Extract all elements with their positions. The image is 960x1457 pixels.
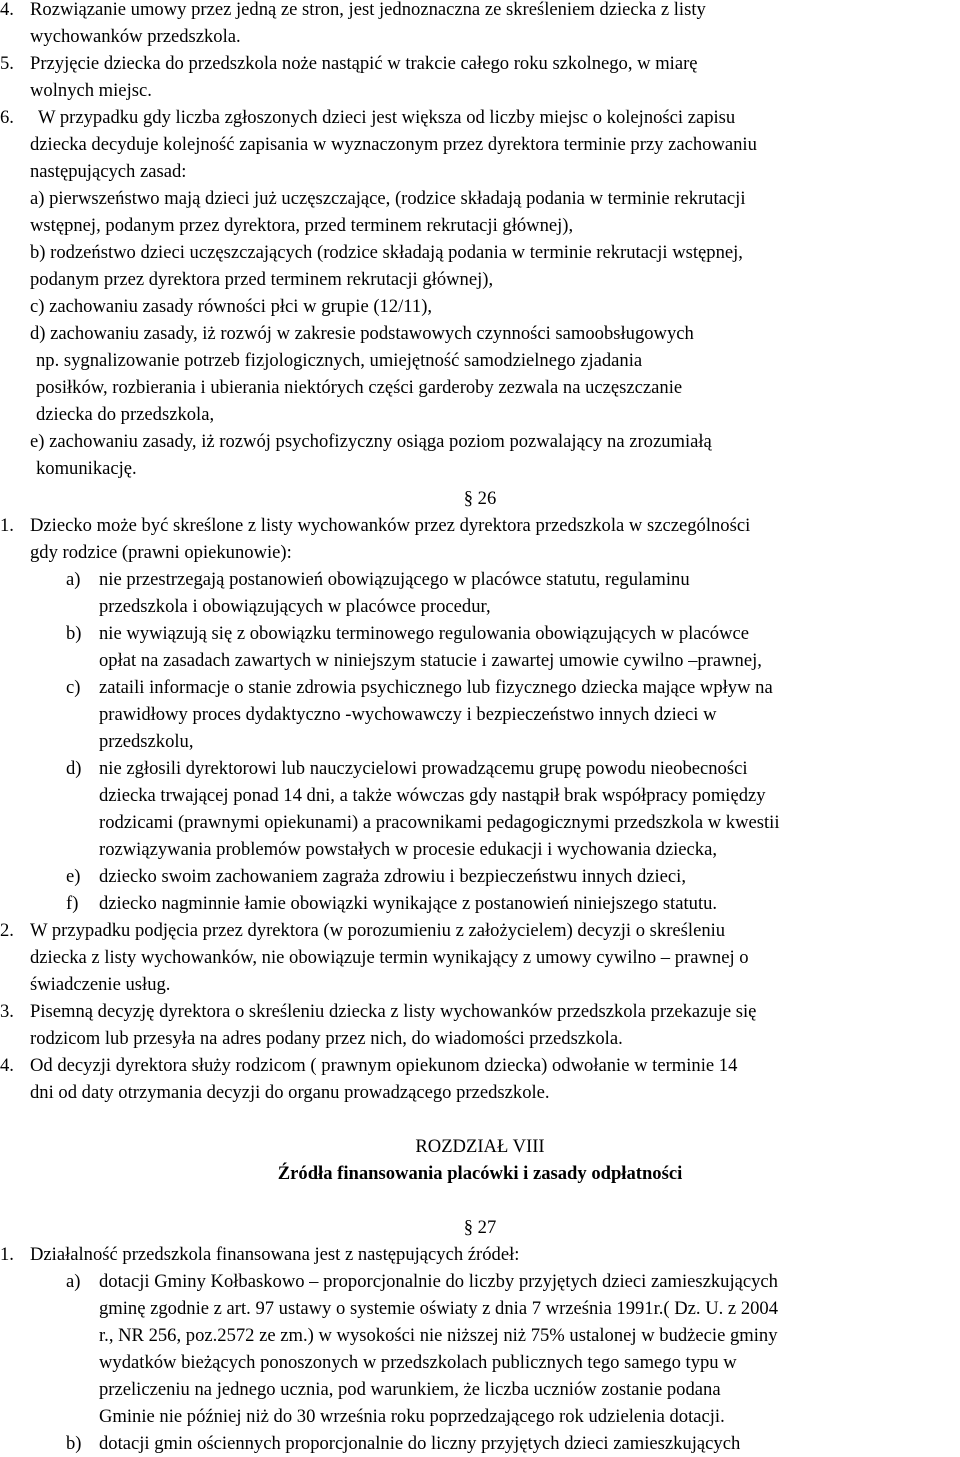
subitem-text: nie wywiązują się z obowiązku terminowego regulowania obowiązujących w placówce: [99, 623, 750, 644]
item-text: wstępnej, podanym przez dyrektora, przed terminem rekrutacji głównej),: [30, 215, 574, 236]
subitem-text: przedszkola i obowiązujących w placówce procedur,: [99, 596, 491, 617]
subitem-label: a): [66, 569, 81, 590]
subitem-text: rodzicami (prawnymi opiekunami) a pracownikami pedagogicznymi przedszkola w kwestii: [99, 812, 780, 833]
item-text: b) rodzeństwo dzieci uczęszczających (rodzice składają podania w terminie rekrutacji wstępnej,: [30, 242, 743, 263]
subitem-text: dziecko swoim zachowaniem zagraża zdrowiu i bezpieczeństwu innych dzieci,: [99, 866, 686, 887]
item-text: podanym przez dyrektora przed terminem rekrutacji głównej),: [30, 269, 494, 290]
subitem-text: przedszkolu,: [99, 731, 194, 752]
chapter-title: ROZDZIAŁ VIII: [415, 1136, 545, 1157]
item-text: następujących zasad:: [30, 161, 187, 182]
item-number: 6.: [0, 107, 14, 128]
item-text: np. sygnalizowanie potrzeb fizjologicznych, umiejętność samodzielnego zjadania: [36, 350, 643, 371]
item-text: posiłków, rozbierania i ubierania niektórych części garderoby zezwala na uczęszczanie: [36, 377, 683, 398]
item-number: 2.: [0, 920, 14, 941]
item-text: Pisemną decyzję dyrektora o skreśleniu dziecka z listy wychowanków przedszkola przekazuje się: [30, 1001, 757, 1022]
section-heading: § 27: [463, 1217, 497, 1238]
item-text: rodzicom lub przesyła na adres podany przez nich, do wiadomości przedszkola.: [30, 1028, 623, 1049]
item-text: wolnych miejsc.: [30, 80, 152, 101]
item-text: komunikację.: [36, 458, 137, 479]
item-number: 3.: [0, 1001, 14, 1022]
subitem-text: dotacji Gminy Kołbaskowo – proporcjonalnie do liczby przyjętych dzieci zamieszkujących: [99, 1271, 778, 1292]
subitem-text: zataili informacje o stanie zdrowia psychicznego lub fizycznego dziecka mające wpływ na: [99, 677, 773, 698]
subitem-text: opłat na zasadach zawartych w niniejszym statucie i zawartej umowie cywilno –prawnej,: [99, 650, 762, 671]
subitem-text: dziecka trwającej ponad 14 dni, a także wówczas gdy nastąpił brak współpracy pomiędzy: [99, 785, 766, 806]
item-text: W przypadku gdy liczba zgłoszonych dzieci jest większa od liczby miejsc o kolejności zapisu: [38, 107, 736, 128]
item-text: dziecka do przedszkola,: [36, 404, 215, 425]
item-number: 4.: [0, 0, 14, 20]
item-text: Działalność przedszkola finansowana jest z następujących źródeł:: [30, 1244, 520, 1265]
item-number: 4.: [0, 1055, 14, 1076]
item-text: e) zachowaniu zasady, iż rozwój psychofizyczny osiąga poziom pozwalający na zrozumiałą: [30, 431, 712, 452]
subitem-label: d): [66, 758, 82, 779]
subitem-text: wydatków bieżących ponoszonych w przedszkolach publicznych tego samego typu w: [99, 1352, 737, 1373]
subitem-text: dziecko nagminnie łamie obowiązki wynikające z postanowień niniejszego statutu.: [99, 893, 718, 914]
item-text: dni od daty otrzymania decyzji do organu prowadzącego przedszkole.: [30, 1082, 550, 1103]
subitem-label: a): [66, 1271, 81, 1292]
item-text: Przyjęcie dziecka do przedszkola noże nastąpić w trakcie całego roku szkolnego, w miarę: [30, 53, 698, 74]
section-heading: § 26: [463, 488, 497, 509]
item-number: 5.: [0, 53, 14, 74]
subitem-text: dotacji gmin ościennych proporcjonalnie do liczny przyjętych dzieci zamieszkujących: [99, 1433, 741, 1454]
subitem-label: c): [66, 677, 81, 698]
subitem-text: rozwiązywania problemów powstałych w procesie edukacji i wychowania dziecka,: [99, 839, 718, 860]
subitem-label: e): [66, 866, 81, 887]
subitem-text: gminę zgodnie z art. 97 ustawy o systemie oświaty z dnia 7 września 1991r.( Dz. U. z 2004: [99, 1298, 779, 1319]
item-text: W przypadku podjęcia przez dyrektora (w porozumieniu z założycielem) decyzji o skreśleniu: [30, 920, 726, 941]
chapter-subtitle: Źródła finansowania placówki i zasady odpłatności: [277, 1163, 683, 1184]
item-text: c) zachowaniu zasady równości płci w grupie (12/11),: [30, 296, 433, 317]
subitem-text: Gminie nie później niż do 30 września roku poprzedzającego rok udzielenia dotacji.: [99, 1406, 725, 1427]
item-text: gdy rodzice (prawni opiekunowie):: [30, 542, 292, 563]
item-number: 1.: [0, 1244, 14, 1265]
item-text: dziecka z listy wychowanków, nie obowiązuje termin wynikający z umowy cywilno – prawnej o: [30, 947, 749, 968]
subitem-text: nie zgłosili dyrektorowi lub nauczycielowi prowadzącemu grupę powodu nieobecności: [99, 758, 748, 779]
item-text: dziecka decyduje kolejność zapisania w wyznaczonym przez dyrektora terminie przy zachowaniu: [30, 134, 757, 155]
item-number: 1.: [0, 515, 14, 536]
item-text: Od decyzji dyrektora służy rodzicom ( prawnym opiekunom dziecka) odwołanie w terminie 14: [30, 1055, 738, 1076]
subitem-label: f): [66, 893, 79, 914]
subitem-text: r., NR 256, poz.2572 ze zm.) w wysokości nie niższej niż 75% ustalonej w budżecie gminy: [99, 1325, 778, 1346]
item-text: świadczenie usług.: [30, 974, 171, 995]
subitem-label: b): [66, 1433, 82, 1454]
subitem-text: prawidłowy proces dydaktyczno -wychowawczy i bezpieczeństwo innych dzieci w: [99, 704, 717, 725]
subitem-text: przeliczeniu na jednego ucznia, pod warunkiem, że liczba uczniów zostanie podana: [99, 1379, 721, 1400]
subitem-label: b): [66, 623, 82, 644]
item-text: wychowanków przedszkola.: [30, 26, 241, 47]
item-text: d) zachowaniu zasady, iż rozwój w zakresie podstawowych czynności samoobsługowych: [30, 323, 694, 344]
item-text: a) pierwszeństwo mają dzieci już uczęszczające, (rodzice składają podania w terminie rekrutacji: [30, 188, 746, 209]
item-text: Rozwiązanie umowy przez jedną ze stron, jest jednoznaczna ze skreśleniem dziecka z listy: [30, 0, 706, 20]
subitem-text: nie przestrzegają postanowień obowiązującego w placówce statutu, regulaminu: [99, 569, 690, 590]
item-text: Dziecko może być skreślone z listy wychowanków przez dyrektora przedszkola w szczególności: [30, 515, 751, 536]
